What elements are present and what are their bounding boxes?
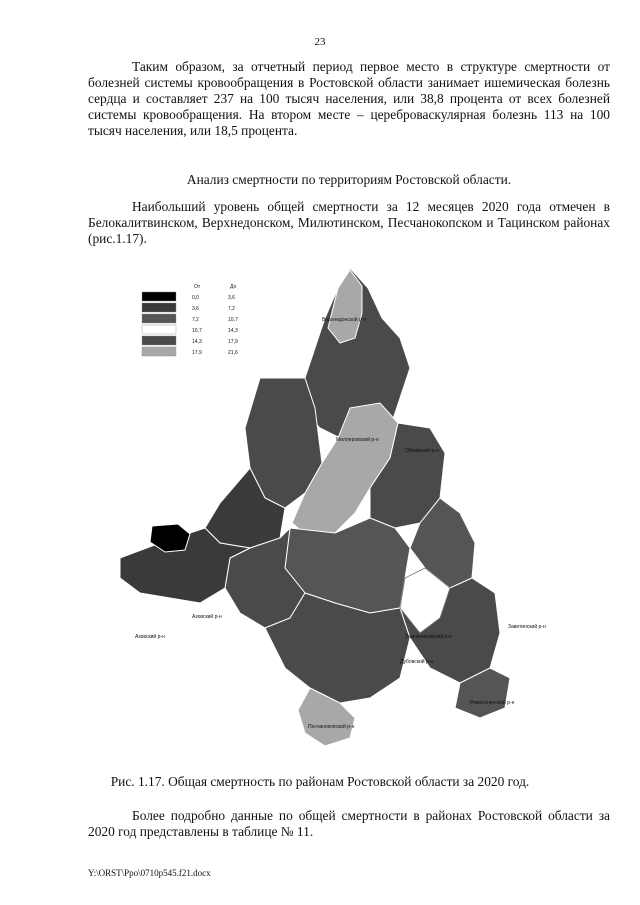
label-azovsky-1: Азовский р-н <box>192 614 222 620</box>
legend-header-to: До <box>230 284 237 290</box>
label-verkhnedonskoy: Верхнедонской р-н <box>322 317 367 323</box>
map-region-verkhnedonskoy <box>328 270 362 343</box>
label-oblivsky: Обливский р-н <box>405 448 439 454</box>
legend-swatch <box>142 336 176 345</box>
legend-swatch <box>142 314 176 323</box>
paragraph-3: Более подробно данные по общей смертности в районах Ростовской области за 2020 год представлены в таблице № 11. <box>88 808 610 839</box>
legend-from-value: 3,6 <box>192 306 199 312</box>
legend-swatch <box>142 303 176 312</box>
paragraph-1: Таким образом, за отчетный период первое место в структуре смертности от болезней системы кровообращения в Ростовской области занимает ишемическая болезнь сердца и составляет 237 на 100 тысяч населения, или 38,8 процента от всех болезней системы кровообращения. На втором месте – цереброваскулярная болезнь 113 на 100 тысяч населения, или 18,5 процента. <box>88 59 610 138</box>
section-title: Анализ смертности по территориям Ростовской области. <box>186 172 512 187</box>
label-zavetinsky: Заветинский р-н <box>508 624 546 630</box>
legend-to-value: 21,6 <box>228 350 238 356</box>
legend-from-value: 0,0 <box>192 295 199 301</box>
label-millerovsky: Миллеровский р-н <box>336 437 379 443</box>
legend-from-value: 10,7 <box>192 328 202 334</box>
label-remontnensky: Ремонтненский р-н <box>470 700 515 706</box>
legend-swatch <box>142 292 176 301</box>
label-dubovsky: Дубовский р-н <box>400 659 434 665</box>
map-legend <box>142 284 238 356</box>
legend-to-value: 7,2 <box>228 306 235 312</box>
paragraph-2: Наибольший уровень общей смертности за 12 месяцев 2020 года отмечен в Белокалитвинском, Верхнедонском, Милютинском, Песчанокопском и Тацинском районах (рис.1.17). <box>88 199 610 246</box>
legend-swatch <box>142 325 176 334</box>
legend-to-value: 17,9 <box>228 339 238 345</box>
legend-from-value: 7,2 <box>192 317 199 323</box>
legend-to-value: 3,6 <box>228 295 235 301</box>
legend-header-from: От <box>194 284 201 290</box>
page-number: 23 <box>314 36 326 48</box>
rostov-region-map <box>100 258 560 758</box>
legend-swatch <box>142 347 176 356</box>
legend-from-value: 14,3 <box>192 339 202 345</box>
legend-from-value: 17,9 <box>192 350 202 356</box>
legend-to-value: 14,3 <box>228 328 238 334</box>
label-peschanokopsky: Песчанокопский р-н <box>308 724 355 730</box>
label-zimovnikovsky: Зимовниковский р-н <box>405 634 452 640</box>
label-azovsky-2: Азовский р-н <box>135 634 165 640</box>
figure-caption: Рис. 1.17. Общая смертность по районам Ростовской области за 2020 год. <box>110 774 530 789</box>
legend-to-value: 10,7 <box>228 317 238 323</box>
file-path-footer: Y:\ORST\Ppo\0710p545.f21.docx <box>88 868 211 878</box>
map-svg <box>100 258 560 758</box>
